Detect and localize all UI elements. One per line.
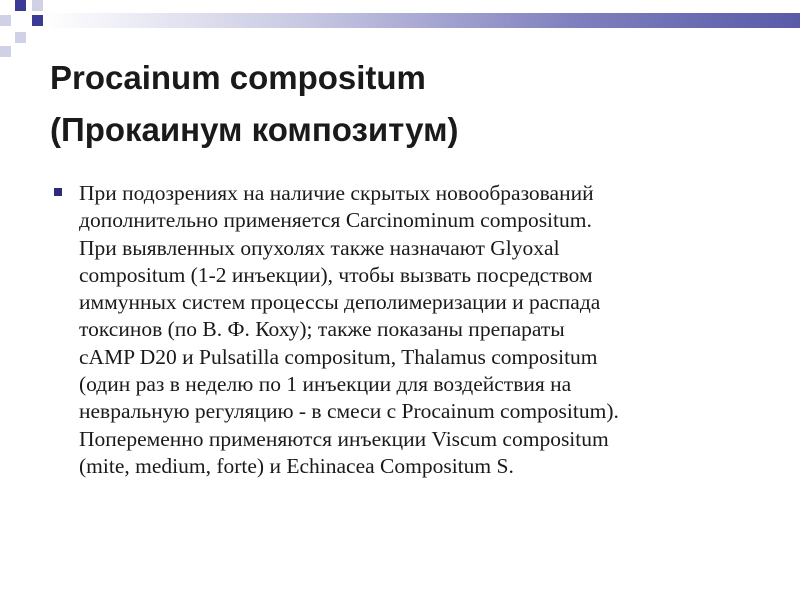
body-line: (mite, medium, forte) и Echinacea Compositum S. (79, 453, 514, 478)
body-line: При выявленных опухолях также назначают Glyoxal (79, 235, 560, 260)
decor-square-3 (0, 15, 11, 26)
body-line: токсинов (по В. Ф. Коху); также показаны препараты (79, 317, 565, 342)
body-line: Попеременно применяются инъекции Viscum compositum (79, 426, 609, 451)
slide-title (50, 52, 770, 156)
square-bullet-icon (54, 188, 62, 196)
body-line: невральную регуляцию - в смеси с Procainum compositum). (79, 399, 619, 424)
header-gradient-bar (44, 13, 800, 28)
body-line: compositum (1-2 инъекции), чтобы вызвать посредством (79, 262, 593, 287)
body-line: cAMP D20 и Pulsatilla compositum, Thalamus compositum (79, 344, 598, 369)
decor-square-1 (15, 0, 26, 11)
body-line: (один раз в неделю по 1 инъекции для воздействия на (79, 372, 572, 397)
body-line: иммунных систем процессы деполимеризации и распада (79, 290, 601, 315)
decor-square-6 (0, 46, 11, 57)
bullet-list (54, 180, 774, 480)
body-line: При подозрениях на наличие скрытых новообразований (79, 181, 594, 205)
bullet-paragraph (79, 180, 774, 480)
title-line-2: (Прокаинум композитум) (50, 111, 459, 148)
decor-square-4 (32, 15, 43, 26)
decor-square-2 (32, 0, 43, 11)
title-line-1: Procainum compositum (50, 59, 426, 96)
decor-square-5 (15, 32, 26, 43)
body-line: дополнительно применяется Carcinominum compositum. (79, 208, 592, 233)
